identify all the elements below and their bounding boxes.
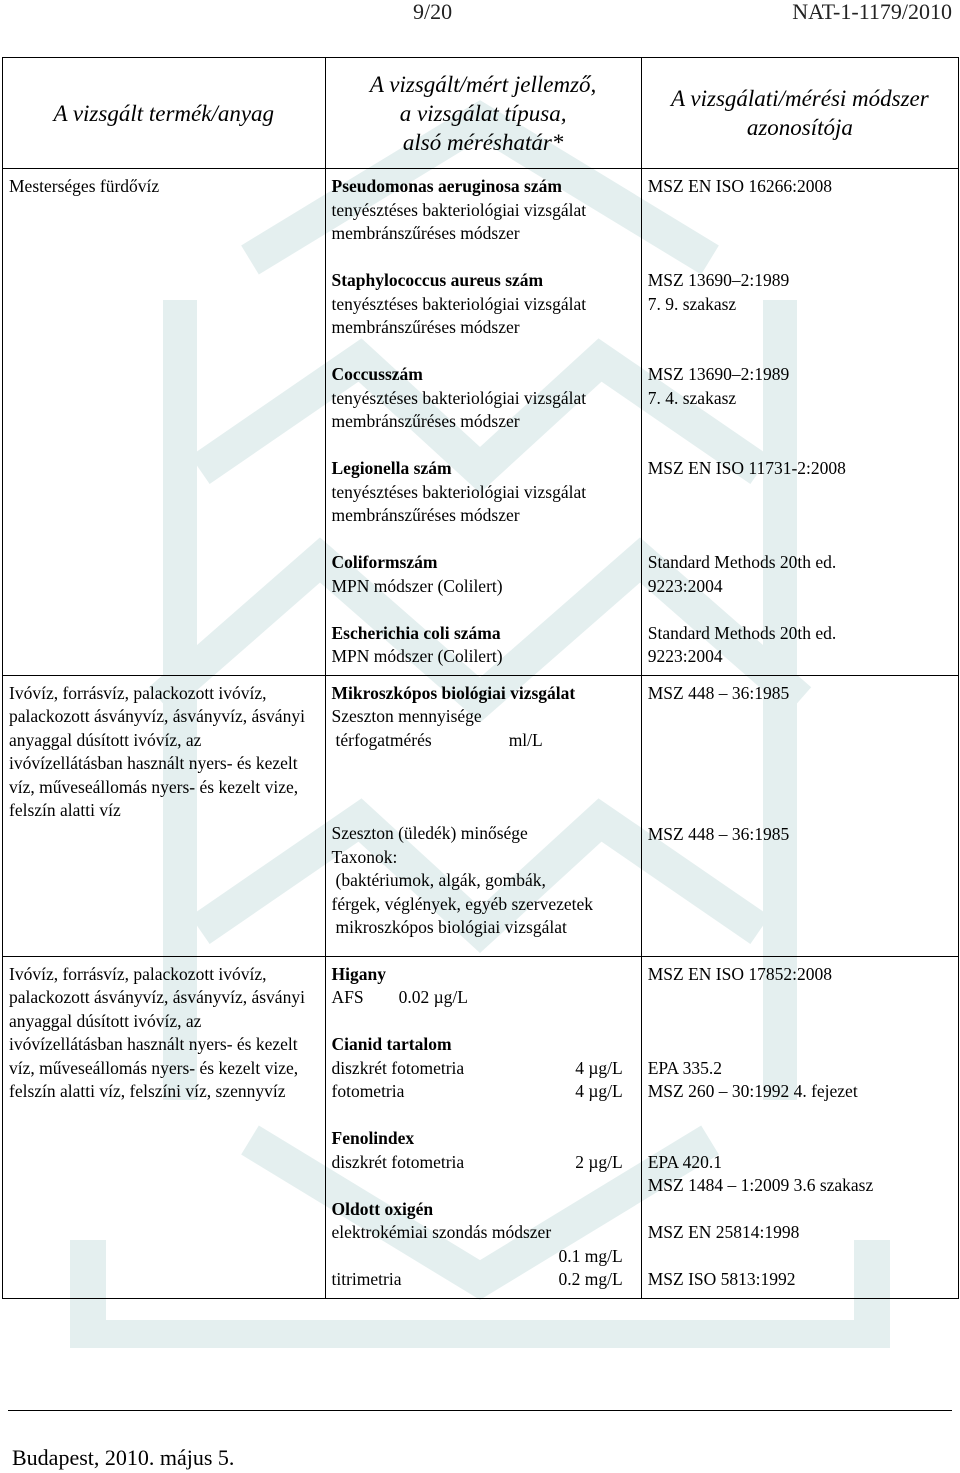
- test-title: Legionella szám: [331, 458, 452, 478]
- product-cell: Ivóvíz, forrásvíz, palackozott ivóvíz, palackozott ásványvíz, ásványvíz, ásványi anyaggal dúsított ivóvíz, az ivóvízellátásban használt nyers- és kezelt víz, műveseállomás nyers- és kezelt vize, felszín alatti víz: [3, 675, 326, 956]
- test-title: Cianid tartalom: [331, 1034, 452, 1054]
- method-cell: MSZ EN ISO 17852:2008 EPA 335.2 MSZ 260 – 30:1992 4. fejezet EPA 420.1 MSZ 1484 – 1:2009 3.6 szakasz MSZ EN 25814:1998 MSZ ISO 5813:1992: [641, 956, 958, 1298]
- test-title: Mikroszkópos biológiai vizsgálat: [331, 682, 576, 703]
- property-cell: Mikroszkópos biológiai vizsgálat Szeszton mennyisége térfogatmérés ml/L Szeszton (üledék) minősége Taxonok: (baktériumok, algák, gombák, férgek, véglények, egyéb szervezetek mikroszkópos biológiai vizsgálat: [325, 675, 641, 956]
- table-row: [3, 956, 959, 1298]
- test-title: Pseudomonas aeruginosa szám: [331, 176, 562, 196]
- page-number: 9/20: [413, 0, 453, 24]
- property-cell: Pseudomonas aeruginosa szám tenyésztéses bakteriológiai vizsgálat membránszűréses módszer Staphylococcus aureus szám tenyésztéses bakteriológiai vizsgálat membránszűréses módszer Coccusszám tenyésztéses bakteriológiai vizsgálat membránszűréses módszer Legionella szám tenyésztéses bakteriológiai vizsgálat membránszűréses módszer Coliformszám MPN módszer (Colilert) Escherichia coli száma MPN módszer (Colilert): [325, 169, 641, 676]
- table-row: [3, 169, 959, 676]
- footer-place-date: Budapest, 2010. május 5.: [12, 1445, 235, 1470]
- page-header: [0, 0, 960, 26]
- test-title: Fenolindex: [331, 1128, 415, 1148]
- product-cell: Ivóvíz, forrásvíz, palackozott ivóvíz, palackozott ásványvíz, ásványvíz, ásványi anyaggal dúsított ivóvíz, az ivóvízellátásban használt nyers- és kezelt víz, műveseállomás nyers- és kezelt vize, felszín alatti víz, felszíni víz, szennyvíz: [3, 956, 326, 1298]
- table-header-row: [3, 58, 959, 169]
- column-header-property: A vizsgált/mért jellemző, a vizsgálat típusa, alsó méréshatár*: [325, 58, 641, 169]
- test-title: Escherichia coli száma: [331, 622, 501, 643]
- test-title: Higany: [331, 963, 386, 984]
- method-cell: MSZ 448 – 36:1985 MSZ 448 – 36:1985: [641, 675, 958, 956]
- property-cell: Higany AFS 0.02 µg/L Cianid tartalom diszkrét fotometria 4 µg/L fotometria 4 µg/L Fenolindex diszkrét fotometria 2 µg/L Oldott oxigén elektrokémiai szondás módszer 0.1 mg/L titrimetria 0.2 mg/L: [325, 956, 641, 1298]
- test-title: Coccusszám: [331, 364, 423, 384]
- test-title: Coliformszám: [331, 552, 438, 572]
- product-cell: Mesterséges fürdővíz: [3, 169, 326, 676]
- test-title: Oldott oxigén: [331, 1198, 434, 1219]
- method-cell: MSZ EN ISO 16266:2008 MSZ 13690–2:1989 7. 9. szakasz MSZ 13690–2:1989 7. 4. szakasz MSZ EN ISO 11731-2:2008 Standard Methods 20th ed. 9223:2004 Standard Methods 20th ed. 9223:2004: [641, 169, 958, 676]
- column-header-product: A vizsgált termék/anyag: [3, 58, 326, 169]
- test-title: Staphylococcus aureus szám: [331, 270, 544, 290]
- column-header-method: A vizsgálati/mérési módszer azonosítója: [641, 58, 958, 169]
- accreditation-table: [2, 57, 959, 1299]
- table-row: [3, 675, 959, 956]
- footer-divider: [8, 1410, 952, 1411]
- document-id: NAT-1-1179/2010: [792, 0, 952, 24]
